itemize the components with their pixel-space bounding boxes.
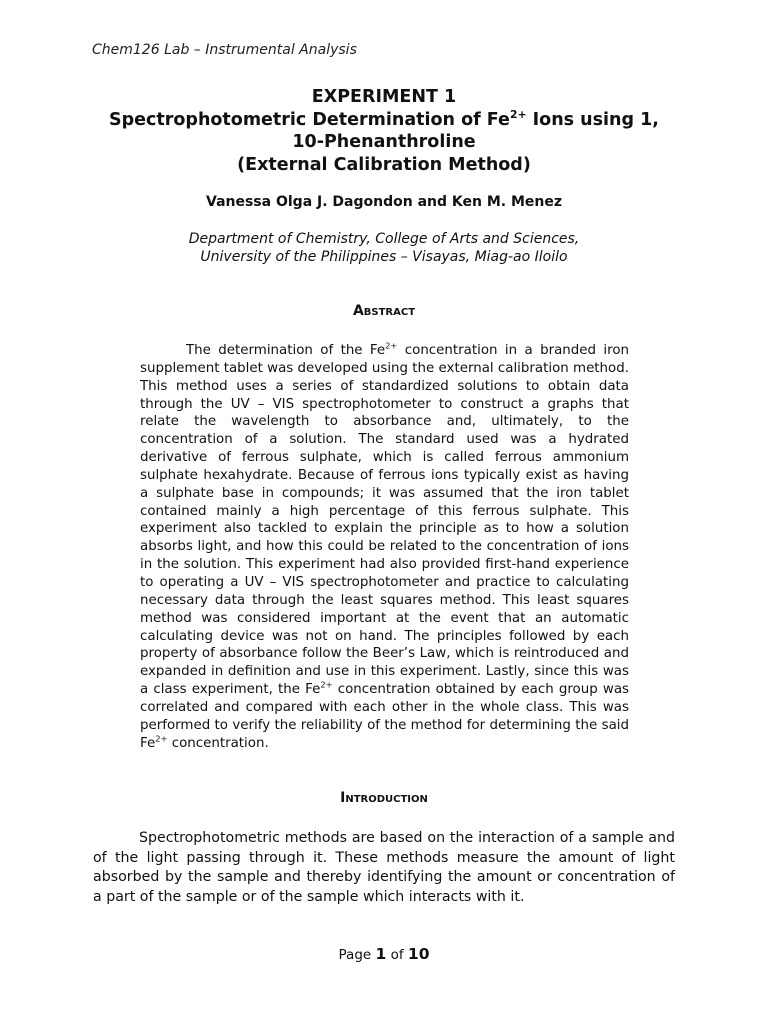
affiliation [60,230,708,266]
title-line-experiment: EXPERIMENT 1 [311,87,457,107]
abstract-text-2: concentration in a branded iron supplement tablet was developed using the external calibration method. This method uses a series of standardized solutions to obtain data through the UV – VIS spectrophotometer to construct a graphs that relate the wavelength to absorbance and, ultimately, to the concentration of a solution. The standard used was a hydrated derivative of ferrous sulphate, which is called ferrous ammonium sulphate hexahydrate. Because of ferrous ions typically exist as having a sulphate base in compounds; it was assumed that the iron tablet contained mainly a high percentage of this ferrous sulphate. This experiment also tackled to explain the principle as to how a solution absorbs light, and how this could be related to the concentration of ions in the solution. This experiment had also provided first-hand experience to operating a UV – VIS spectrophotometer and practice to calculating necessary data through the least squares method. This least squares method was considered important at the event that an automatic calculating device was not on hand. The principles followed by each property of absorbance follow the Beer’s Law, which is reintroduced and expanded in definition and use in this experiment. Lastly, since this was a class experiment, the Fe [140,343,629,698]
abstract-paragraph [140,342,629,752]
page-word: Page [338,947,372,963]
abstract-text-3: concentration obtained by each group was correlated and compared with each other in the whole class. This was performed to verify the reliability of the method for determining the said Fe [140,682,629,751]
abstract-text-1: The determination of the Fe [186,343,386,358]
document-title [60,86,708,176]
title-line-main [60,109,708,132]
total-page-count: 10 [407,945,430,963]
title-line-reagent: 10-Phenanthroline [292,132,476,152]
title-line-method: (External Calibration Method) [237,154,531,175]
abstract-text-4: concentration. [167,735,269,751]
introduction-heading: Introduction [340,790,428,806]
affiliation-line-1: Department of Chemistry, College of Arts and Sciences, [188,231,580,247]
of-word: of [390,947,404,963]
title-ion-charge: 2+ [509,107,527,121]
abstract-heading: Abstract [352,303,416,319]
affiliation-line-2: University of the Philippines – Visayas, Miag-ao Iloilo [200,249,568,265]
introduction-paragraph [93,829,675,907]
ion-charge: 2+ [155,733,168,744]
current-page-number: 1 [375,945,387,963]
running-header: Chem126 Lab – Instrumental Analysis [92,42,357,58]
ion-charge: 2+ [385,340,398,351]
ion-charge: 2+ [320,679,333,690]
page-footer [60,945,708,963]
title-main-text-end: Ions using 1, [526,109,659,130]
introduction-text: Spectrophotometric methods are based on the interaction of a sample and of the light passing through it. These methods measure the amount of light absorbed by the sample and thereby identifying the amount or concentration of a part of the sample or of the sample which interacts with it. [93,830,675,905]
title-main-text: Spectrophotometric Determination of Fe [109,109,510,130]
authors: Vanessa Olga J. Dagondon and Ken M. Menez [206,194,562,210]
